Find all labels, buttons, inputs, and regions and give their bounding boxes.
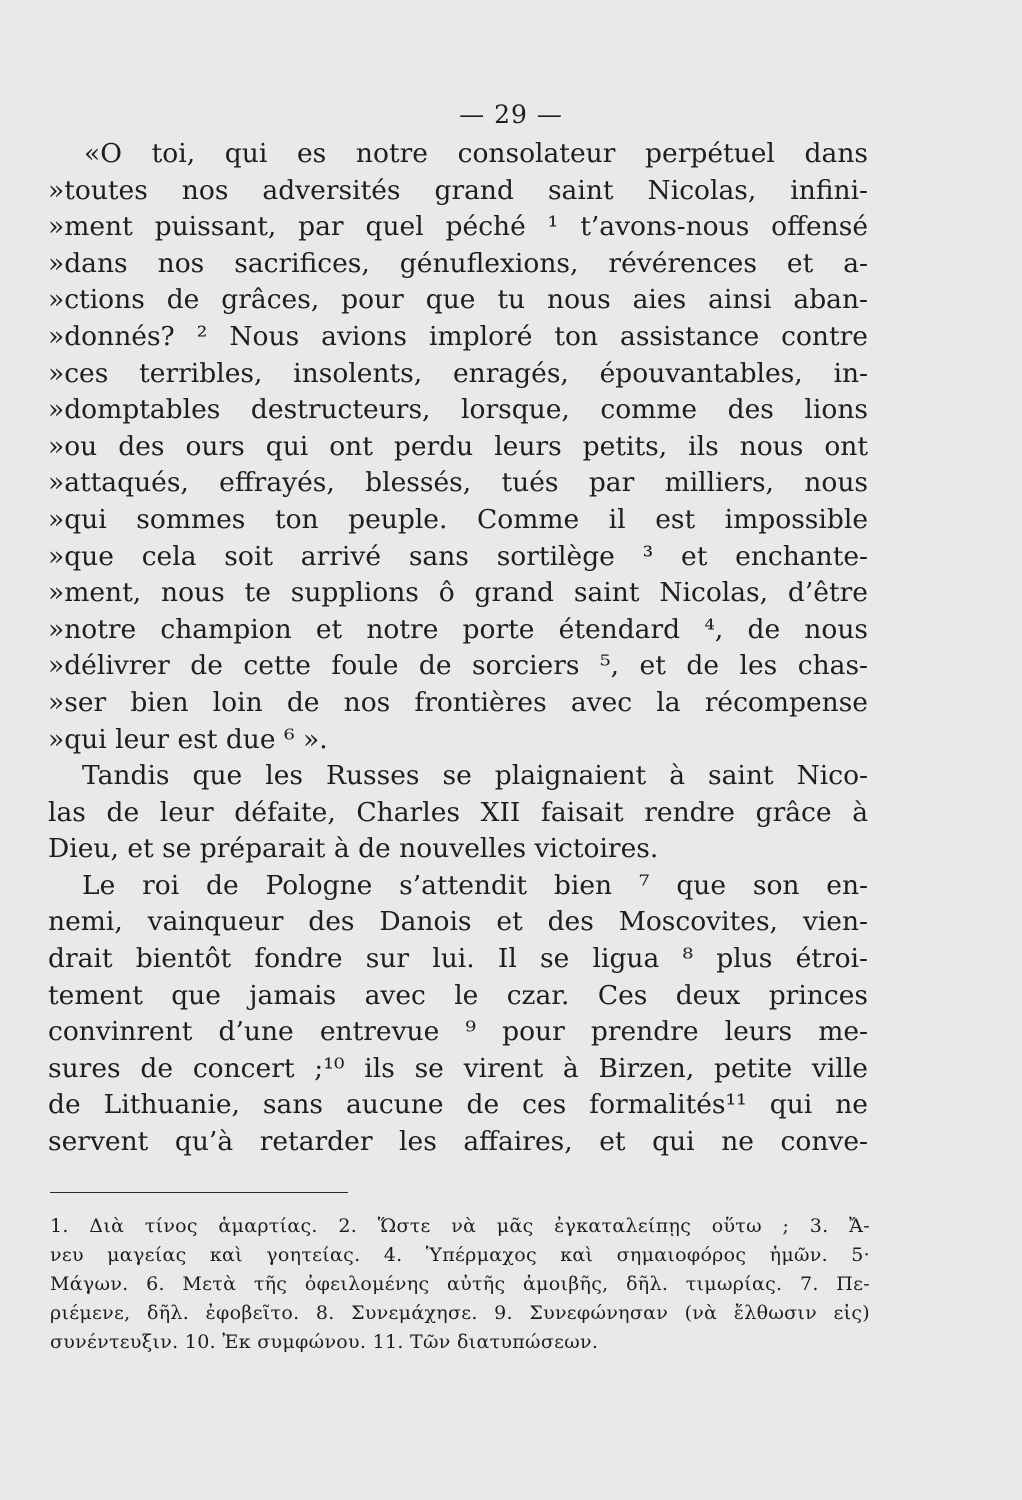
text-line: drait bientôt fondre sur lui. Il se ligua ⁸ plus étroi- <box>48 943 868 975</box>
text-line: »toutes nos adversités grand saint Nicolas, infini- <box>48 174 868 206</box>
text-line: »notre champion et notre porte étendard ⁴, de nous <box>48 613 868 645</box>
text-line: Tandis que les Russes se plaignaient à saint Nico- <box>82 760 868 792</box>
footnote-line: 1. Διὰ τίνος ἁμαρτίας. 2. Ὥστε νὰ μᾶς ἐγκαταλείπῃς οὕτω ; 3. Ἄ- <box>50 1215 870 1237</box>
body-text <box>48 136 868 1161</box>
text-line: servent qu’à retarder les affaires, et qui ne conve- <box>48 1126 868 1158</box>
text-line: »dans nos sacrifices, génuflexions, révérences et a- <box>48 247 868 279</box>
quote-block <box>48 136 868 758</box>
footnote-line: ριέμενε, δῆλ. ἐφοβεῖτο. 8. Συνεμάχησε. 9. Συνεφώνησαν (νὰ ἔλθωσιν εἰς) <box>50 1302 870 1324</box>
text-line: »ser bien loin de nos frontières avec la récompense <box>48 686 868 718</box>
text-line: »domptables destructeurs, lorsque, comme des lions <box>48 394 868 426</box>
text-line: sures de concert ;¹⁰ ils se virent à Birzen, petite ville <box>48 1052 868 1084</box>
text-line: »attaqués, effrayés, blessés, tués par milliers, nous <box>48 467 868 499</box>
text-line: convinrent d’une entrevue ⁹ pour prendre leurs me- <box>48 1016 868 1048</box>
footnote-line: συνέντευξιν. 10. Ἐκ συμφώνου. 11. Τῶν διατυπώσεων. <box>50 1331 599 1353</box>
footnote-line: νευ μαγείας καὶ γοητείας. 4. Ὑπέρμαχος καὶ σημαιοφόρος ἡμῶν. 5· <box>50 1244 870 1266</box>
text-line: »ment puissant, par quel péché ¹ t’avons-nous offensé <box>48 211 868 243</box>
text-line: »délivrer de cette foule de sorciers ⁵, et de les chas- <box>48 650 868 682</box>
text-line: »ces terribles, insolents, enragés, épouvantables, in- <box>48 357 868 389</box>
text-line: »qui sommes ton peuple. Comme il est impossible <box>48 503 868 535</box>
paragraph-2 <box>48 868 868 1161</box>
text-line: »ou des ours qui ont perdu leurs petits, ils nous ont <box>48 430 868 462</box>
footnote-divider <box>50 1192 348 1193</box>
text-line: »ment, nous te supplions ô grand saint Nicolas, d’être <box>48 577 868 609</box>
text-line: »que cela soit arrivé sans sortilège ³ et enchante- <box>48 540 868 572</box>
text-line: tement que jamais avec le czar. Ces deux princes <box>48 979 868 1011</box>
text-line: »donnés? ² Nous avions imploré ton assistance contre <box>48 320 868 352</box>
text-line: de Lithuanie, sans aucune de ces formalités¹¹ qui ne <box>48 1089 868 1121</box>
text-line: nemi, vainqueur des Danois et des Moscovites, vien- <box>48 906 868 938</box>
text-line: »qui leur est due ⁶ ». <box>48 723 328 755</box>
text-line: Le roi de Pologne s’attendit bien ⁷ que son en- <box>82 869 868 901</box>
text-line: «O toi, qui es notre consolateur perpétuel dans <box>84 138 868 169</box>
paragraph-1 <box>48 758 868 868</box>
text-line: las de leur défaite, Charles XII faisait rendre grâce à <box>48 796 868 828</box>
footnotes <box>50 1212 870 1357</box>
footnote-line: Μάγων. 6. Μετὰ τῆς ὀφειλομένης αὐτῆς ἀμοιβῆς, δῆλ. τιμωρίας. 7. Πε- <box>50 1273 870 1295</box>
text-line: Dieu, et se préparait à de nouvelles victoires. <box>48 833 659 865</box>
text-line: »ctions de grâces, pour que tu nous aies ainsi aban- <box>48 284 868 316</box>
page-number: — 29 — <box>459 100 563 129</box>
